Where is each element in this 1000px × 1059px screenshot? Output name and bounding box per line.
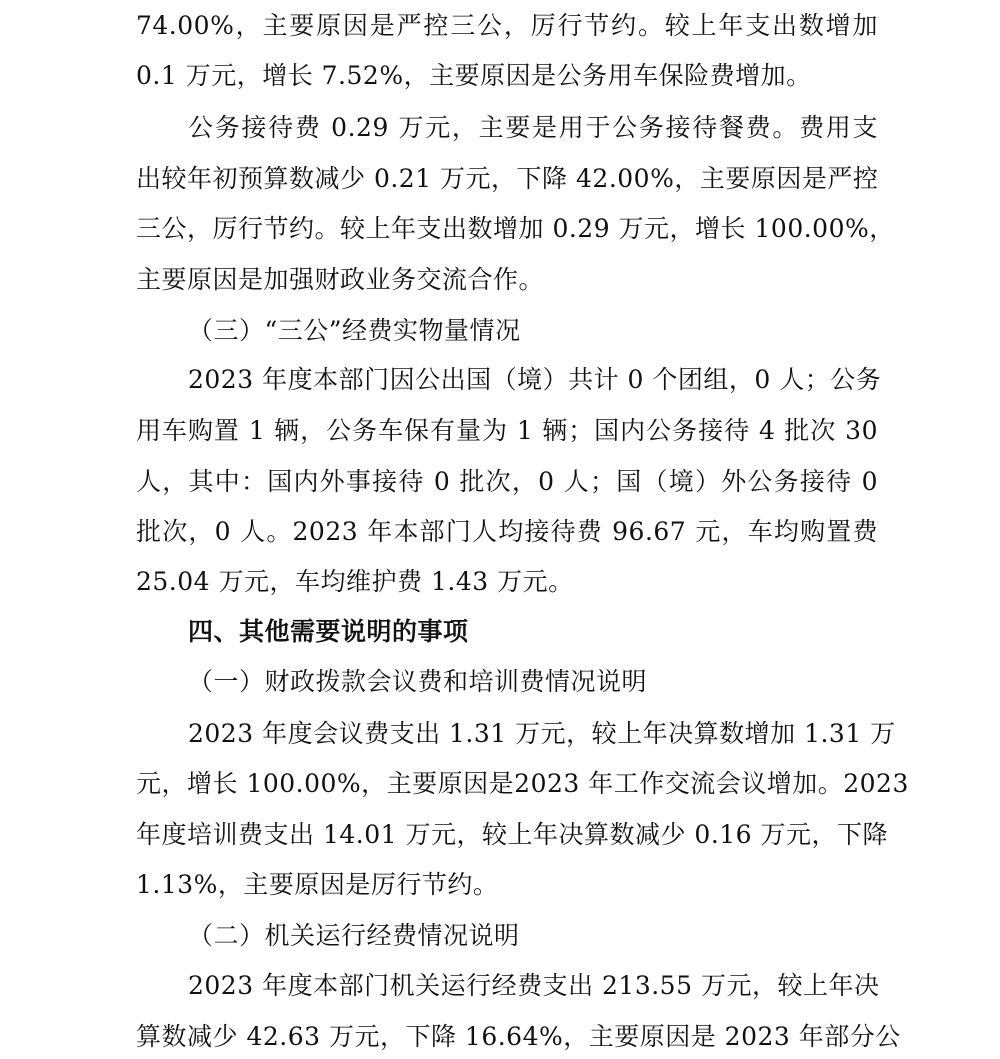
body-text-line: 74.00%，主要原因是严控三公，厉行节约。较上年支出数增加 bbox=[136, 11, 878, 40]
body-text-line: 出较年初预算数减少 0.21 万元，下降 42.00%，主要原因是严控 bbox=[136, 164, 879, 193]
body-text-line: 0.1 万元，增长 7.52%，主要原因是公务用车保险费增加。 bbox=[136, 61, 812, 90]
section-heading: 四、其他需要说明的事项 bbox=[188, 617, 469, 646]
body-text-line: 年度培训费支出 14.01 万元，较上年决算数减少 0.16 万元，下降 bbox=[136, 820, 889, 849]
body-text-line: 人，其中：国内外事接待 0 批次，0 人；国（境）外公务接待 0 bbox=[136, 467, 878, 496]
body-text-line: 算数减少 42.63 万元，下降 16.64%，主要原因是 2023 年部分公 bbox=[136, 1022, 901, 1051]
section-subheading: （一）财政拨款会议费和培训费情况说明 bbox=[188, 667, 648, 696]
paragraph-first-line: 2023 年度本部门机关运行经费支出 213.55 万元，较上年决 bbox=[188, 971, 880, 1000]
body-text-line: 用车购置 1 辆，公务车保有量为 1 辆；国内公务接待 4 批次 30 bbox=[136, 416, 878, 445]
body-text-line: 批次，0 人。2023 年本部门人均接待费 96.67 元，车均购置费 bbox=[136, 517, 878, 546]
section-subheading: （二）机关运行经费情况说明 bbox=[188, 921, 520, 950]
body-text-line: 主要原因是加强财政业务交流合作。 bbox=[136, 265, 545, 294]
section-subheading: （三）“三公”经费实物量情况 bbox=[188, 316, 521, 345]
paragraph-first-line: 2023 年度本部门因公出国（境）共计 0 个团组，0 人；公务 bbox=[188, 365, 882, 394]
body-text-line: 1.13%，主要原因是厉行节约。 bbox=[136, 870, 499, 899]
body-text-line: 三公，厉行节约。较上年支出数增加 0.29 万元，增长 100.00%， bbox=[136, 214, 895, 243]
body-text-line: 25.04 万元，车均维护费 1.43 万元。 bbox=[136, 567, 574, 596]
paragraph-first-line: 公务接待费 0.29 万元，主要是用于公务接待餐费。费用支 bbox=[188, 113, 878, 142]
paragraph-first-line: 2023 年度会议费支出 1.31 万元，较上年决算数增加 1.31 万 bbox=[188, 719, 896, 748]
body-text-line: 元，增长 100.00%，主要原因是2023 年工作交流会议增加。2023 bbox=[136, 769, 909, 798]
